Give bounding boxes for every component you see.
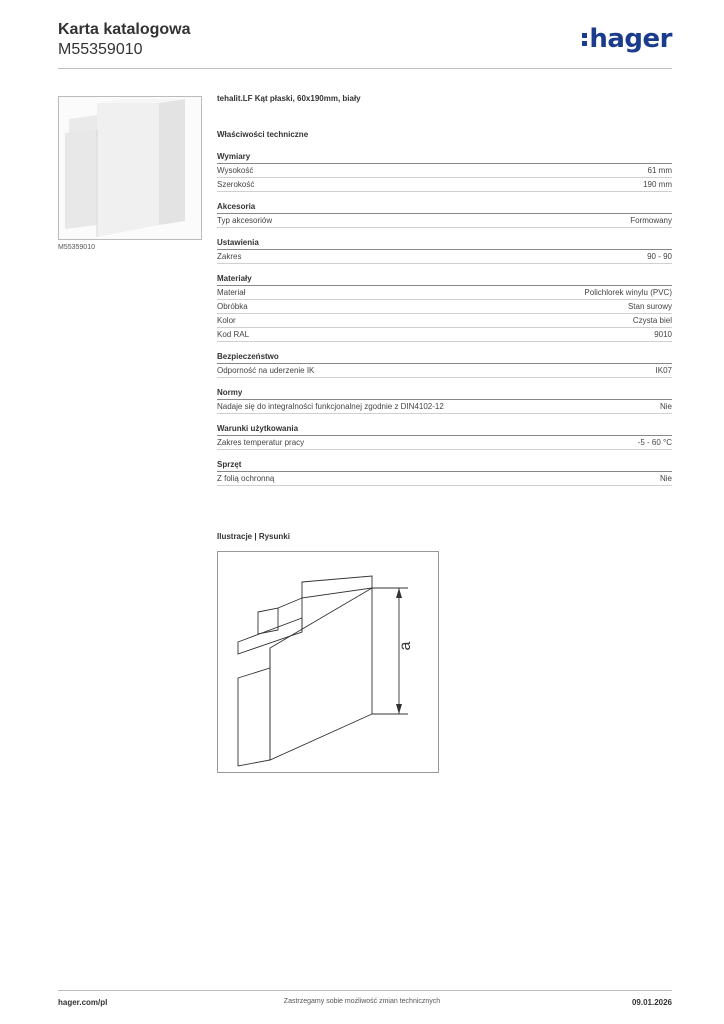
spec-row [217, 214, 672, 228]
spec-group [217, 424, 672, 450]
spec-label: Kod RAL [217, 330, 250, 339]
spec-row [217, 328, 672, 342]
spec-value: Formowany [630, 216, 672, 225]
spec-group [217, 388, 672, 414]
spec-label: Z folią ochronną [217, 474, 275, 483]
spec-value: IK07 [655, 366, 672, 375]
spec-value: 61 mm [647, 166, 672, 175]
section-title: Właściwości techniczne [217, 130, 309, 139]
spec-label: Wysokość [217, 166, 254, 175]
spec-row [217, 300, 672, 314]
spec-label: Obróbka [217, 302, 248, 311]
spec-row [217, 250, 672, 264]
spec-label: Nadaje się do integralności funkcjonalnej zgodnie z DIN4102-12 [217, 402, 444, 411]
spec-label: Kolor [217, 316, 236, 325]
spec-value: 9010 [654, 330, 672, 339]
spec-value: 190 mm [643, 180, 672, 189]
product-code: M55359010 [58, 41, 143, 58]
page-header [58, 20, 672, 70]
logo-dots-icon [582, 30, 587, 48]
spec-row [217, 164, 672, 178]
spec-label: Zakres temperatur pracy [217, 438, 305, 447]
spec-group-title: Ustawienia [217, 238, 672, 250]
spec-group-title: Normy [217, 388, 672, 400]
spec-value: Nie [659, 474, 672, 483]
dimension-label-a: a [397, 641, 414, 651]
spec-row [217, 400, 672, 414]
footer-disclaimer: Zastrzegamy sobie możliwość zmian technicznych [283, 998, 441, 1005]
hager-logo[interactable] [582, 24, 672, 54]
illustrations-title: Ilustracje | Rysunki [217, 532, 290, 541]
spec-group [217, 460, 672, 486]
spec-value: 90 - 90 [647, 252, 672, 261]
spec-group-title: Warunki użytkowania [217, 424, 672, 436]
footer-divider [58, 990, 672, 991]
spec-label: Szerokość [217, 180, 255, 189]
logo-text: hager [589, 24, 672, 54]
spec-value: Czysta biel [632, 316, 672, 325]
technical-drawing-image [218, 552, 438, 772]
spec-label: Materiał [217, 288, 246, 297]
spec-label: Typ akcesoriów [217, 216, 273, 225]
spec-group [217, 152, 672, 192]
spec-group-title: Materiały [217, 274, 672, 286]
product-photo-image [59, 97, 201, 239]
spec-value: Polichlorek winylu (PVC) [584, 288, 672, 297]
spec-label: Zakres [217, 252, 242, 261]
footer-date: 09.01.2026 [631, 998, 672, 1007]
spec-group-title: Akcesoria [217, 202, 672, 214]
technical-drawing [217, 551, 439, 773]
product-name: tehalit.LF Kąt płaski, 60x190mm, biały [217, 94, 361, 103]
spec-group [217, 202, 672, 228]
spec-value: -5 - 60 °C [637, 438, 672, 447]
spec-group [217, 352, 672, 378]
footer-website-link[interactable]: hager.com/pl [58, 998, 108, 1007]
photo-caption: M55359010 [58, 244, 95, 251]
spec-row [217, 178, 672, 192]
spec-content [217, 94, 672, 486]
spec-group-title: Bezpieczeństwo [217, 352, 672, 364]
spec-value: Stan surowy [627, 302, 672, 311]
spec-row [217, 314, 672, 328]
spec-group-title: Wymiary [217, 152, 672, 164]
spec-row [217, 472, 672, 486]
spec-row [217, 436, 672, 450]
spec-row [217, 364, 672, 378]
spec-group-title: Sprzęt [217, 460, 672, 472]
spec-groups [217, 152, 672, 486]
spec-row [217, 286, 672, 300]
page-title: Karta katalogowa [58, 21, 191, 38]
header-divider [58, 68, 672, 69]
spec-value: Nie [659, 402, 672, 411]
spec-group [217, 238, 672, 264]
spec-label: Odporność na uderzenie IK [217, 366, 315, 375]
product-photo [58, 96, 202, 240]
spec-group [217, 274, 672, 342]
